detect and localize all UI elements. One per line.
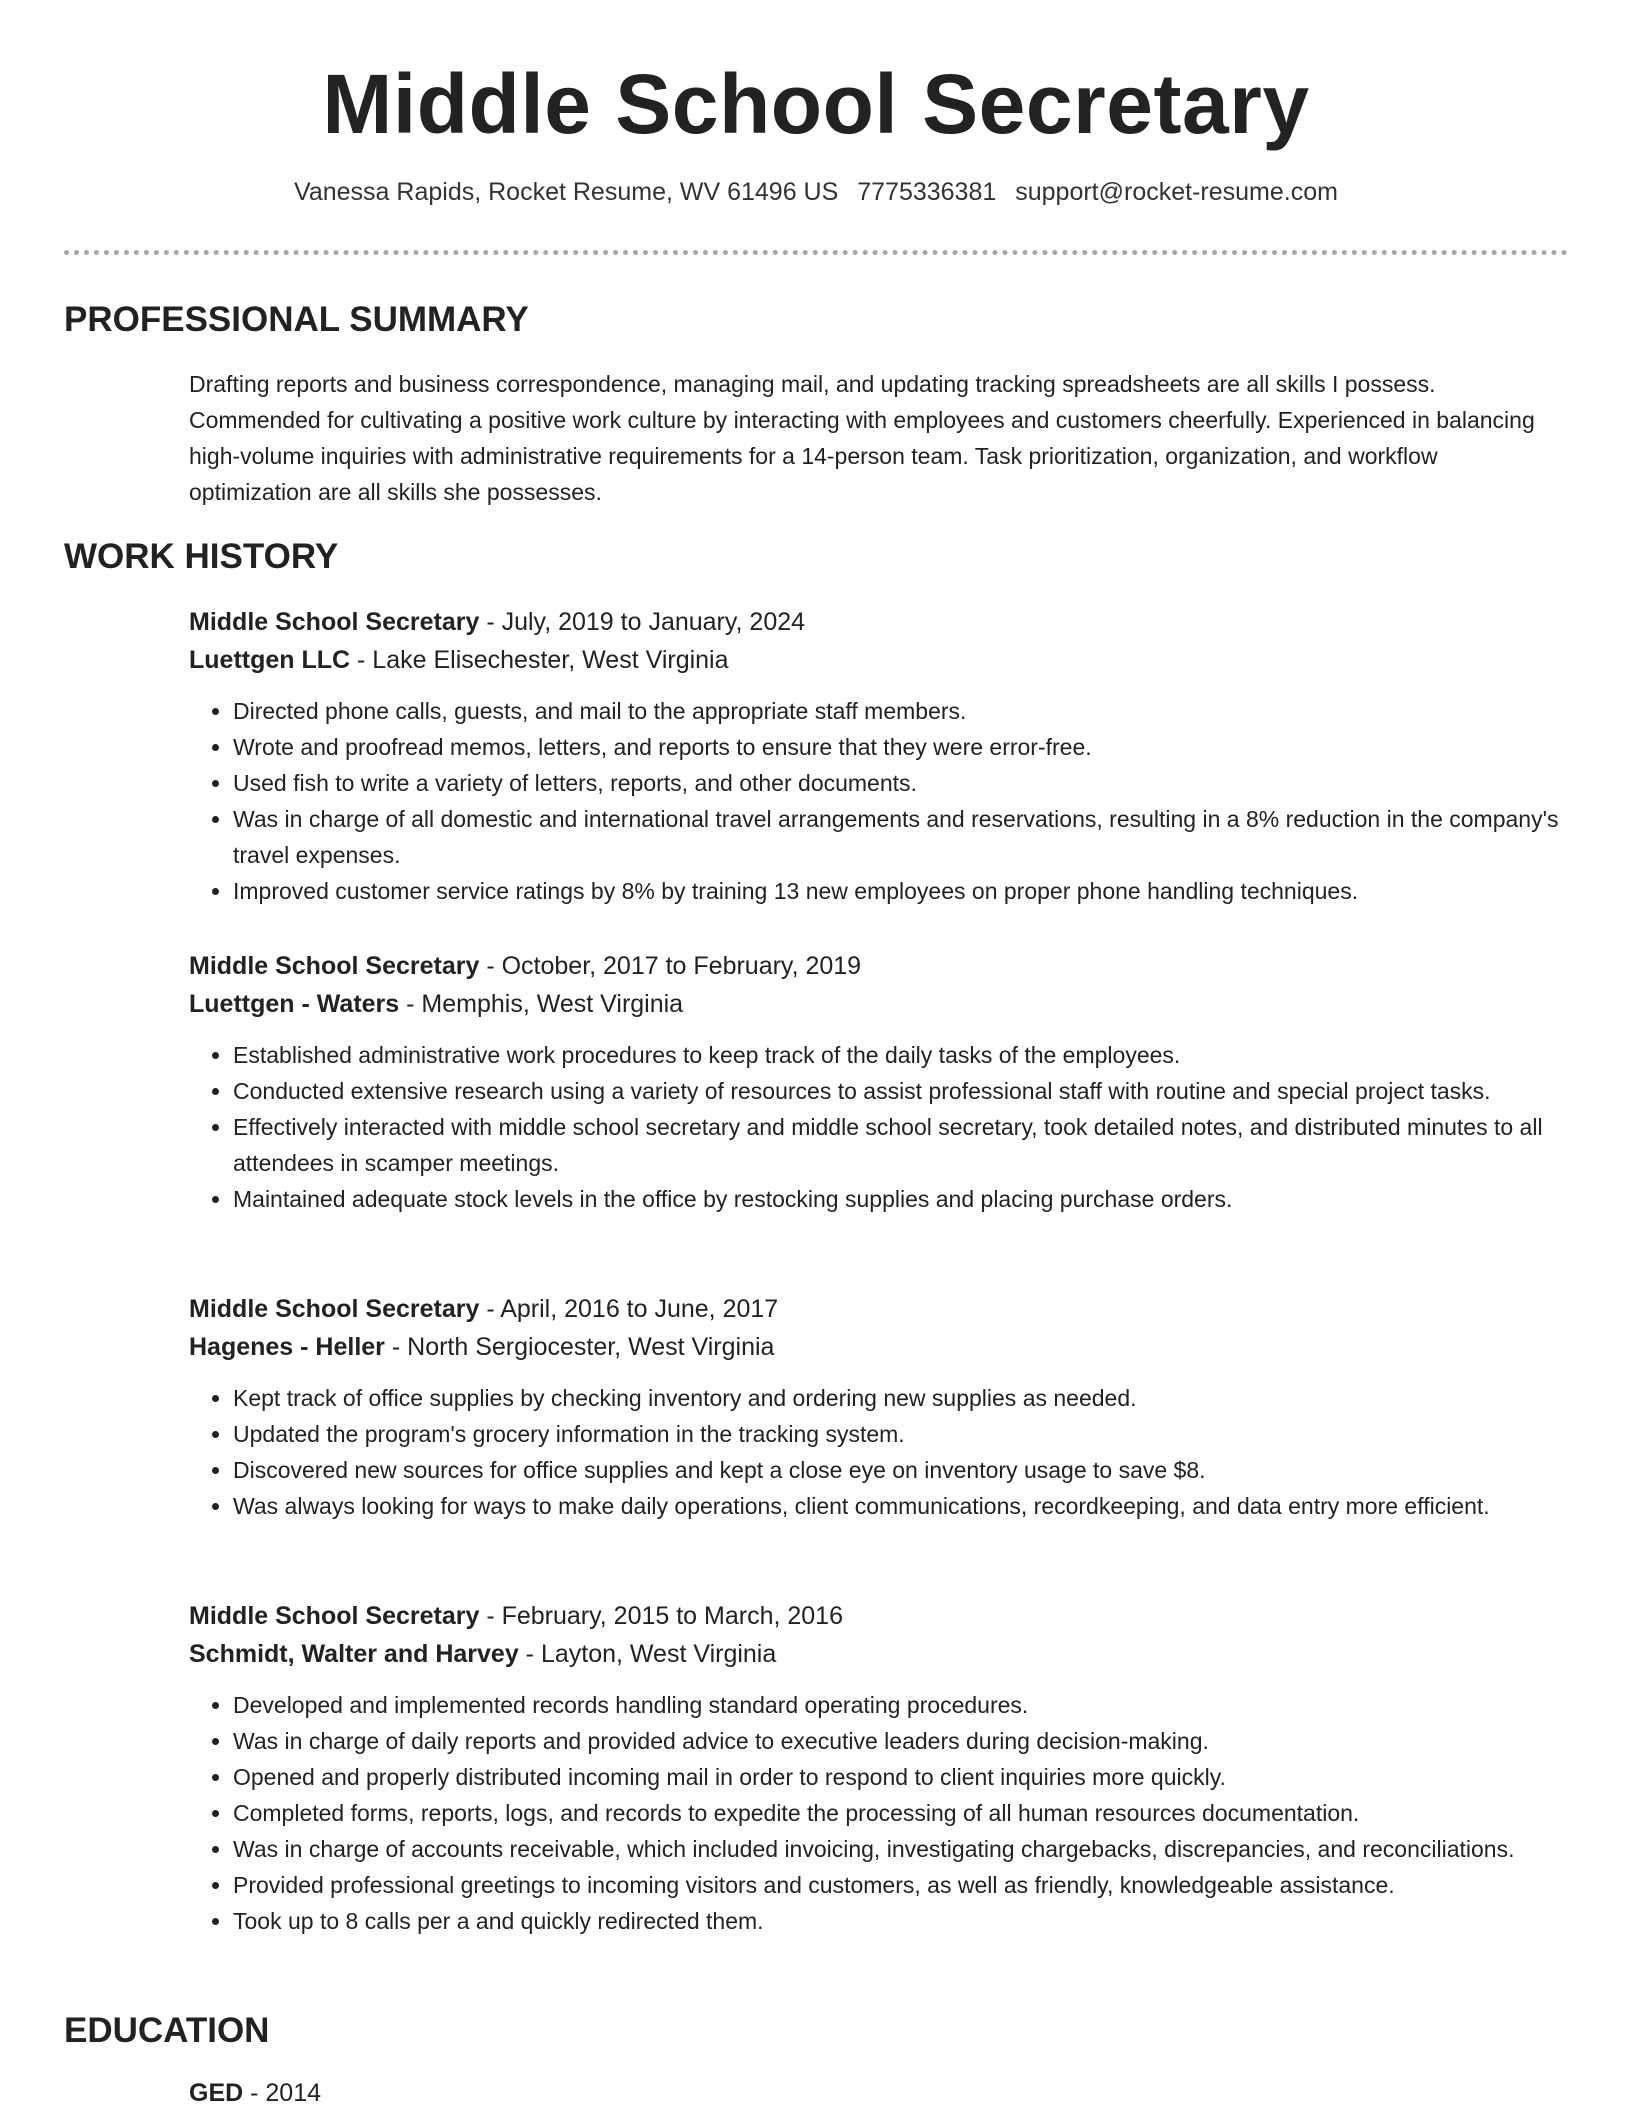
summary-heading: PROFESSIONAL SUMMARY: [64, 300, 529, 339]
education-entry: [189, 2074, 321, 2112]
job-title-line: [189, 603, 1564, 641]
job-bullet: • Kept track of office supplies by checking inventory and ordering new supplies as needed.: [233, 1380, 1564, 1416]
job-entry-3: [189, 1290, 1564, 1524]
job-dates: - October, 2017 to February, 2019: [479, 952, 862, 980]
job-bullets: [189, 1380, 1564, 1524]
job-bullets: [189, 693, 1564, 909]
contact-address: Vanessa Rapids, Rocket Resume, WV 61496 US: [294, 178, 839, 206]
job-location: - Layton, West Virginia: [518, 1640, 777, 1668]
contact-phone: 7775336381: [857, 178, 997, 206]
job-entry-4: [189, 1597, 1564, 1939]
job-bullet: • Developed and implemented records handling standard operating procedures.: [233, 1687, 1564, 1723]
job-title: Middle School Secretary: [189, 952, 480, 980]
header-divider: [64, 250, 1568, 255]
job-bullet: • Provided professional greetings to incoming visitors and customers, as well as friendly, knowledgeable assistance.: [233, 1867, 1564, 1903]
job-dates: - February, 2015 to March, 2016: [479, 1602, 843, 1630]
job-title: Middle School Secretary: [189, 1602, 480, 1630]
page-title: Middle School Secretary: [322, 57, 1310, 151]
job-company: Schmidt, Walter and Harvey: [189, 1640, 519, 1668]
job-bullet: • Opened and properly distributed incoming mail in order to respond to client inquiries more quickly.: [233, 1759, 1564, 1795]
contact-email: support@rocket-resume.com: [1015, 178, 1338, 206]
job-location: - Memphis, West Virginia: [399, 990, 684, 1018]
job-bullet: • Took up to 8 calls per a and quickly redirected them.: [233, 1903, 1564, 1939]
job-dates: - April, 2016 to June, 2017: [479, 1295, 779, 1323]
job-bullet: • Wrote and proofread memos, letters, and reports to ensure that they were error-free.: [233, 729, 1564, 765]
resume-header: [64, 52, 1568, 208]
job-bullet: • Was in charge of all domestic and international travel arrangements and reservations, resulting in a 8% reduction in the company's travel expenses.: [233, 801, 1564, 873]
job-title-line: [189, 947, 1564, 985]
job-company: Luettgen LLC: [189, 646, 351, 674]
job-title: Middle School Secretary: [189, 608, 480, 636]
job-bullet: • Improved customer service ratings by 8% by training 13 new employees on proper phone handling techniques.: [233, 873, 1564, 909]
job-entry-2: [189, 947, 1564, 1217]
job-bullet: • Directed phone calls, guests, and mail to the appropriate staff members.: [233, 693, 1564, 729]
job-bullet: • Updated the program's grocery information in the tracking system.: [233, 1416, 1564, 1452]
job-entry-1: [189, 603, 1564, 909]
job-bullet: • Used fish to write a variety of letters, reports, and other documents.: [233, 765, 1564, 801]
job-company: Luettgen - Waters: [189, 990, 400, 1018]
job-bullets: [189, 1687, 1564, 1939]
job-bullet: • Was in charge of daily reports and provided advice to executive leaders during decision-making.: [233, 1723, 1564, 1759]
education-heading: EDUCATION: [64, 2011, 270, 2050]
education-year: - 2014: [243, 2079, 322, 2107]
contact-line: [64, 176, 1568, 208]
job-company-line: [189, 641, 1564, 679]
job-bullet: • Effectively interacted with middle school secretary and middle school secretary, took detailed notes, and distributed minutes to all attendees in scamper meetings.: [233, 1109, 1564, 1181]
job-title: Middle School Secretary: [189, 1295, 480, 1323]
job-company-line: [189, 985, 1564, 1023]
job-dates: - July, 2019 to January, 2024: [479, 608, 806, 636]
job-company-line: [189, 1635, 1564, 1673]
job-bullet: • Discovered new sources for office supplies and kept a close eye on inventory usage to save $8.: [233, 1452, 1564, 1488]
summary-text: Drafting reports and business correspondence, managing mail, and updating tracking spreadsheets are all skills I possess. Commended for cultivating a positive work culture by interacting with employees and customers cheerfully. Experienced in balancing high-volume inquiries with administrative requirements for a 14-person team. Task prioritization, organization, and workflow optimization are all skills she possesses.: [189, 371, 1535, 505]
education-degree: GED: [189, 2079, 244, 2107]
job-bullet: • Maintained adequate stock levels in the office by restocking supplies and placing purchase orders.: [233, 1181, 1564, 1217]
job-location: - North Sergiocester, West Virginia: [384, 1333, 775, 1361]
job-bullet: • Conducted extensive research using a variety of resources to assist professional staff with routine and special project tasks.: [233, 1073, 1564, 1109]
job-company-line: [189, 1328, 1564, 1366]
job-title-line: [189, 1290, 1564, 1328]
job-company: Hagenes - Heller: [189, 1333, 385, 1361]
job-bullet: • Completed forms, reports, logs, and records to expedite the processing of all human resources documentation.: [233, 1795, 1564, 1831]
job-bullet: • Established administrative work procedures to keep track of the daily tasks of the employees.: [233, 1037, 1564, 1073]
job-bullet: • Was in charge of accounts receivable, which included invoicing, investigating chargebacks, discrepancies, and reconciliations.: [233, 1831, 1564, 1867]
job-title-line: [189, 1597, 1564, 1635]
job-bullet: • Was always looking for ways to make daily operations, client communications, recordkeeping, and data entry more efficient.: [233, 1488, 1564, 1524]
job-bullets: [189, 1037, 1564, 1217]
job-location: - Lake Elisechester, West Virginia: [350, 646, 729, 674]
work-history-heading: WORK HISTORY: [64, 537, 339, 576]
